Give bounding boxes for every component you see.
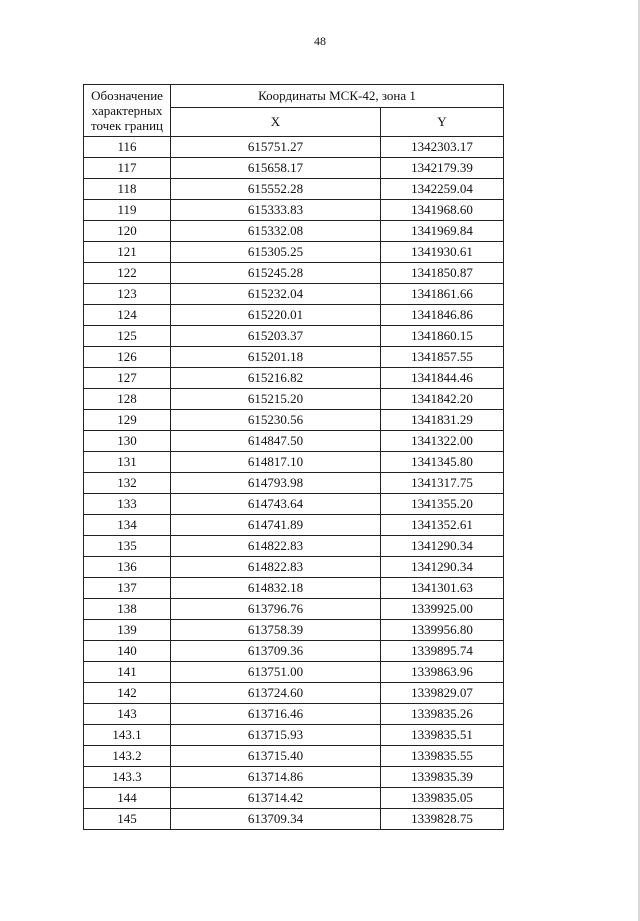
- x-column-header: X: [171, 108, 381, 137]
- y-cell: 1341355.20: [381, 494, 504, 515]
- point-cell: 134: [84, 515, 171, 536]
- table-row: [84, 137, 504, 158]
- x-cell: 615305.25: [171, 242, 381, 263]
- table-row: [84, 557, 504, 578]
- x-cell: 615751.27: [171, 137, 381, 158]
- point-cell: 140: [84, 641, 171, 662]
- point-cell: 129: [84, 410, 171, 431]
- y-cell: 1341831.29: [381, 410, 504, 431]
- table-row: [84, 263, 504, 284]
- table-row: [84, 746, 504, 767]
- y-cell: 1341969.84: [381, 221, 504, 242]
- x-cell: 615216.82: [171, 368, 381, 389]
- point-cell: 143.2: [84, 746, 171, 767]
- y-cell: 1341842.20: [381, 389, 504, 410]
- y-cell: 1341850.87: [381, 263, 504, 284]
- table-row: [84, 452, 504, 473]
- point-cell: 120: [84, 221, 171, 242]
- x-cell: 615232.04: [171, 284, 381, 305]
- x-cell: 615552.28: [171, 179, 381, 200]
- table-row: [84, 536, 504, 557]
- point-cell: 127: [84, 368, 171, 389]
- y-cell: 1341317.75: [381, 473, 504, 494]
- y-cell: 1341844.46: [381, 368, 504, 389]
- y-cell: 1339863.96: [381, 662, 504, 683]
- table-row: [84, 809, 504, 830]
- y-column-header: Y: [381, 108, 504, 137]
- coordinates-group-header: Координаты МСК-42, зона 1: [171, 85, 504, 108]
- x-cell: 613715.93: [171, 725, 381, 746]
- x-cell: 615332.08: [171, 221, 381, 242]
- point-cell: 142: [84, 683, 171, 704]
- x-cell: 613796.76: [171, 599, 381, 620]
- point-cell: 139: [84, 620, 171, 641]
- point-cell: 143.1: [84, 725, 171, 746]
- y-cell: 1341290.34: [381, 536, 504, 557]
- y-cell: 1339829.07: [381, 683, 504, 704]
- y-cell: 1341861.66: [381, 284, 504, 305]
- table-row: [84, 431, 504, 452]
- table-row: [84, 326, 504, 347]
- table-row: [84, 704, 504, 725]
- x-cell: 615201.18: [171, 347, 381, 368]
- y-cell: 1342179.39: [381, 158, 504, 179]
- y-cell: 1341968.60: [381, 200, 504, 221]
- point-cell: 141: [84, 662, 171, 683]
- point-label-header: Обозначение характерных точек границ: [84, 85, 171, 137]
- y-cell: 1341290.34: [381, 557, 504, 578]
- point-cell: 122: [84, 263, 171, 284]
- point-cell: 128: [84, 389, 171, 410]
- y-cell: 1339835.26: [381, 704, 504, 725]
- x-cell: 614832.18: [171, 578, 381, 599]
- coordinates-table: [83, 84, 504, 830]
- x-cell: 614822.83: [171, 557, 381, 578]
- y-cell: 1341857.55: [381, 347, 504, 368]
- y-cell: 1341345.80: [381, 452, 504, 473]
- x-cell: 614847.50: [171, 431, 381, 452]
- y-cell: 1341860.15: [381, 326, 504, 347]
- table-row: [84, 179, 504, 200]
- point-cell: 132: [84, 473, 171, 494]
- y-cell: 1341930.61: [381, 242, 504, 263]
- table-row: [84, 683, 504, 704]
- y-cell: 1339835.05: [381, 788, 504, 809]
- x-cell: 613716.46: [171, 704, 381, 725]
- point-cell: 144: [84, 788, 171, 809]
- table-row: [84, 242, 504, 263]
- table-row: [84, 788, 504, 809]
- table-row: [84, 305, 504, 326]
- y-cell: 1341301.63: [381, 578, 504, 599]
- point-cell: 143: [84, 704, 171, 725]
- y-cell: 1339828.75: [381, 809, 504, 830]
- x-cell: 614741.89: [171, 515, 381, 536]
- y-cell: 1342259.04: [381, 179, 504, 200]
- x-cell: 613714.86: [171, 767, 381, 788]
- point-cell: 121: [84, 242, 171, 263]
- x-cell: 613751.00: [171, 662, 381, 683]
- x-cell: 615220.01: [171, 305, 381, 326]
- point-cell: 131: [84, 452, 171, 473]
- table-row: [84, 389, 504, 410]
- x-cell: 614822.83: [171, 536, 381, 557]
- table-row: [84, 221, 504, 242]
- point-cell: 119: [84, 200, 171, 221]
- y-cell: 1339835.55: [381, 746, 504, 767]
- table-row: [84, 200, 504, 221]
- x-cell: 615215.20: [171, 389, 381, 410]
- table-row: [84, 620, 504, 641]
- table-row: [84, 662, 504, 683]
- x-cell: 615203.37: [171, 326, 381, 347]
- x-cell: 615245.28: [171, 263, 381, 284]
- x-cell: 614793.98: [171, 473, 381, 494]
- point-cell: 143.3: [84, 767, 171, 788]
- table-row: [84, 158, 504, 179]
- table-row: [84, 284, 504, 305]
- x-cell: 613758.39: [171, 620, 381, 641]
- table-row: [84, 368, 504, 389]
- x-cell: 615230.56: [171, 410, 381, 431]
- table-row: [84, 347, 504, 368]
- x-cell: 613724.60: [171, 683, 381, 704]
- x-cell: 615658.17: [171, 158, 381, 179]
- point-cell: 138: [84, 599, 171, 620]
- x-cell: 615333.83: [171, 200, 381, 221]
- y-cell: 1339895.74: [381, 641, 504, 662]
- y-cell: 1339956.80: [381, 620, 504, 641]
- x-cell: 613715.40: [171, 746, 381, 767]
- table-row: [84, 494, 504, 515]
- y-cell: 1341846.86: [381, 305, 504, 326]
- table-body: [84, 137, 504, 830]
- table-row: [84, 410, 504, 431]
- point-cell: 135: [84, 536, 171, 557]
- table-row: [84, 578, 504, 599]
- table-row: [84, 641, 504, 662]
- x-cell: 614743.64: [171, 494, 381, 515]
- point-cell: 130: [84, 431, 171, 452]
- point-cell: 126: [84, 347, 171, 368]
- point-cell: 136: [84, 557, 171, 578]
- table-row: [84, 473, 504, 494]
- table-row: [84, 725, 504, 746]
- point-cell: 118: [84, 179, 171, 200]
- point-cell: 116: [84, 137, 171, 158]
- page-number: 48: [314, 34, 326, 48]
- y-cell: 1341352.61: [381, 515, 504, 536]
- x-cell: 613709.36: [171, 641, 381, 662]
- point-cell: 145: [84, 809, 171, 830]
- table-row: [84, 599, 504, 620]
- x-cell: 614817.10: [171, 452, 381, 473]
- x-cell: 613714.42: [171, 788, 381, 809]
- table-row: [84, 515, 504, 536]
- y-cell: 1339925.00: [381, 599, 504, 620]
- point-cell: 137: [84, 578, 171, 599]
- point-cell: 123: [84, 284, 171, 305]
- y-cell: 1342303.17: [381, 137, 504, 158]
- y-cell: 1339835.51: [381, 725, 504, 746]
- point-cell: 124: [84, 305, 171, 326]
- table-row: [84, 767, 504, 788]
- point-cell: 133: [84, 494, 171, 515]
- point-cell: 125: [84, 326, 171, 347]
- x-cell: 613709.34: [171, 809, 381, 830]
- y-cell: 1339835.39: [381, 767, 504, 788]
- y-cell: 1341322.00: [381, 431, 504, 452]
- point-cell: 117: [84, 158, 171, 179]
